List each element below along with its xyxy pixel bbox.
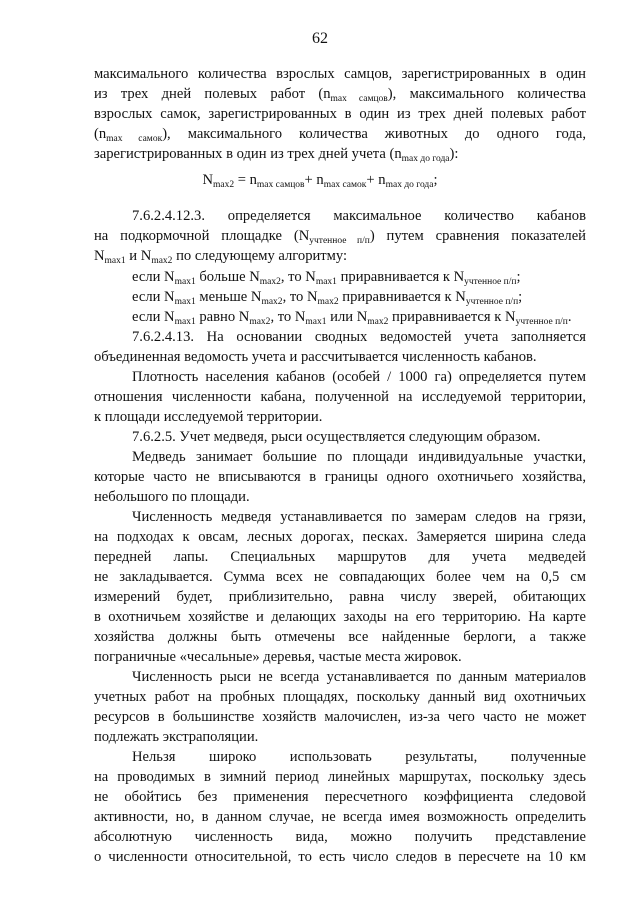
text-segment: + n	[304, 172, 324, 188]
text-line	[94, 226, 586, 246]
text-segment: хозяйства должны быть отмечены все найденные берлоги, а также	[94, 629, 586, 645]
text-line	[94, 627, 586, 647]
text-segment: Численность медведя устанавливается по замерам следов на грязи,	[132, 509, 586, 525]
text-line	[94, 587, 586, 607]
subscript: max1	[174, 277, 196, 287]
text-line	[132, 427, 624, 447]
text-segment: приравнивается к N	[338, 289, 466, 305]
subscript: max1	[315, 277, 337, 287]
subscript: max до года	[401, 154, 450, 164]
text-segment: о численности относительной, то есть число следов в пересчете на 10 км	[94, 849, 586, 865]
text-line	[94, 847, 586, 867]
text-line	[132, 327, 586, 347]
text-line	[94, 64, 586, 84]
subscript: max до года	[385, 180, 434, 190]
text-line	[94, 827, 586, 847]
text-segment: из трех дней полевых работ (n	[94, 86, 331, 102]
text-segment: Нельзя широко использовать результаты, полученные	[132, 749, 586, 765]
text-segment: ресурсов в большинстве хозяйств малочислен, из-за чего часто не может	[94, 709, 586, 725]
text-segment: активности, но, в данном случае, не всегда имея возможность определить	[94, 809, 586, 825]
text-segment: не обойтись без применения пересчетного коэффициента следовой	[94, 789, 586, 805]
text-segment: ;	[518, 289, 523, 305]
text-line	[94, 246, 586, 266]
text-line	[94, 347, 586, 367]
text-segment: на подкормочной площадке (N	[94, 228, 310, 244]
text-segment: подлежать экстраполяции.	[94, 729, 259, 745]
text-line	[132, 367, 586, 387]
text-segment: если N	[132, 309, 175, 325]
subscript: учтенное п/п	[464, 277, 517, 287]
text-segment: Медведь занимает большие по площади индивидуальные участки,	[132, 449, 586, 465]
subscript: max самок	[106, 134, 163, 144]
text-line	[132, 267, 624, 287]
text-line	[94, 787, 586, 807]
text-segment: взрослых самок, зарегистрированных в один из трех дней полевых работ	[94, 106, 586, 122]
text-segment: передней лапы. Специальных маршрутов для учета медведей	[94, 549, 586, 565]
text-segment: .	[567, 309, 572, 325]
text-segment: учетных работ на пробных площадях, поскольку данный вид охотничьих	[94, 689, 586, 705]
text-segment: которые часто не вписываются в границы одного охотничьего хозяйства,	[94, 469, 586, 485]
text-line	[94, 144, 586, 164]
subscript: max2	[317, 297, 339, 307]
text-line	[132, 287, 624, 307]
text-line	[94, 547, 586, 567]
formula-nmax2	[0, 172, 640, 189]
text-line	[94, 407, 586, 427]
text-segment: ;	[433, 172, 438, 188]
text-segment: равно N	[195, 309, 250, 325]
text-line	[132, 206, 586, 226]
text-line	[94, 687, 586, 707]
text-line	[94, 84, 586, 104]
text-segment: , то N	[282, 289, 318, 305]
text-segment: на подходах к овсам, лесных дорогах, песках. Замеряется ширина следа	[94, 529, 586, 545]
text-line	[94, 467, 586, 487]
page-number: 62	[312, 30, 328, 47]
subscript: max1	[174, 317, 196, 327]
text-line	[94, 387, 586, 407]
subscript: учтенное п/п	[465, 297, 519, 307]
text-line	[94, 707, 586, 727]
text-segment: меньше N	[195, 289, 262, 305]
subscript: учтенное п/п	[309, 236, 370, 246]
text-segment: не закладывается. Сумма всех не совпадающих более чем на 0,5 см	[94, 569, 586, 585]
text-segment: небольшого по площади.	[94, 489, 250, 505]
text-line	[94, 487, 586, 507]
text-segment: (n	[94, 126, 107, 142]
text-segment: объединенная ведомость учета и рассчитывается численность кабанов.	[94, 349, 537, 365]
text-segment: Численность рыси не всегда устанавливается по данным материалов	[132, 669, 586, 685]
text-segment: максимального количества взрослых самцов, зарегистрированных в один	[94, 66, 586, 82]
text-segment: зарегистрированных в один из трех дней учета (n	[94, 146, 402, 162]
subscript: max1	[104, 256, 126, 266]
text-segment: , то N	[270, 309, 306, 325]
text-segment: ) путем сравнения показателей	[369, 228, 586, 244]
text-line	[94, 104, 586, 124]
text-line	[94, 607, 586, 627]
text-segment: и N	[125, 248, 152, 264]
text-segment: к площади исследуемой территории.	[94, 409, 323, 425]
text-segment: ;	[516, 269, 521, 285]
text-line	[94, 767, 586, 787]
text-segment: больше N	[195, 269, 260, 285]
text-line	[132, 447, 586, 467]
text-segment: ), максимального количества	[387, 86, 586, 102]
text-segment: , то N	[280, 269, 316, 285]
subscript: max2	[212, 180, 235, 190]
text-segment: N	[202, 172, 213, 188]
text-segment: на проводимых в зимний период линейных маршрутах, поскольку здесь	[94, 769, 586, 785]
text-segment: если N	[132, 289, 175, 305]
text-line	[132, 507, 586, 527]
text-segment: отношения численности кабана, полученной на исследуемой территории,	[94, 389, 586, 405]
text-line	[94, 567, 586, 587]
text-line	[94, 527, 586, 547]
subscript: max самок	[323, 180, 367, 190]
text-segment: N	[94, 248, 105, 264]
subscript: max самцов	[330, 94, 388, 104]
text-line	[132, 667, 586, 687]
subscript: учтенное п/п	[515, 317, 568, 327]
text-segment: пограничные «чесальные» деревья, частые места жировок.	[94, 649, 462, 665]
text-segment: в охотничьем хозяйстве и делающих заходы на его территорию. На карте	[94, 609, 586, 625]
text-segment: ):	[449, 146, 459, 162]
subscript: max2	[249, 317, 271, 327]
text-segment: = n	[234, 172, 257, 188]
text-segment: приравнивается к N	[388, 309, 516, 325]
subscript: max2	[261, 297, 283, 307]
subscript: max1	[174, 297, 196, 307]
text-segment: Плотность населения кабанов (особей / 1000 га) определяется путем	[132, 369, 586, 385]
subscript: max2	[151, 256, 173, 266]
text-line	[94, 727, 586, 747]
text-segment: если N	[132, 269, 175, 285]
text-line	[94, 647, 586, 667]
text-segment: 7.6.2.5. Учет медведя, рыси осуществляется следующим образом.	[132, 429, 541, 445]
text-segment: 7.6.2.4.12.3. определяется максимальное количество кабанов	[132, 208, 586, 224]
text-line	[132, 307, 624, 327]
subscript: max2	[367, 317, 389, 327]
text-line	[132, 747, 586, 767]
subscript: max2	[259, 277, 281, 287]
text-line	[94, 807, 586, 827]
text-segment: 7.6.2.4.13. На основании сводных ведомостей учета заполняется	[132, 329, 586, 345]
text-segment: приравнивается к N	[336, 269, 465, 285]
text-segment: ), максимального количества животных до одного года,	[162, 126, 586, 142]
subscript: max самцов	[256, 180, 305, 190]
text-segment: измерений будет, приблизительно, равна числу зверей, обитающих	[94, 589, 586, 605]
subscript: max1	[305, 317, 327, 327]
text-segment: + n	[366, 172, 386, 188]
text-segment: или N	[326, 309, 368, 325]
text-segment: абсолютную численность вида, можно получить представление	[94, 829, 586, 845]
text-segment: по следующему алгоритму:	[172, 248, 348, 264]
text-line	[94, 124, 586, 144]
